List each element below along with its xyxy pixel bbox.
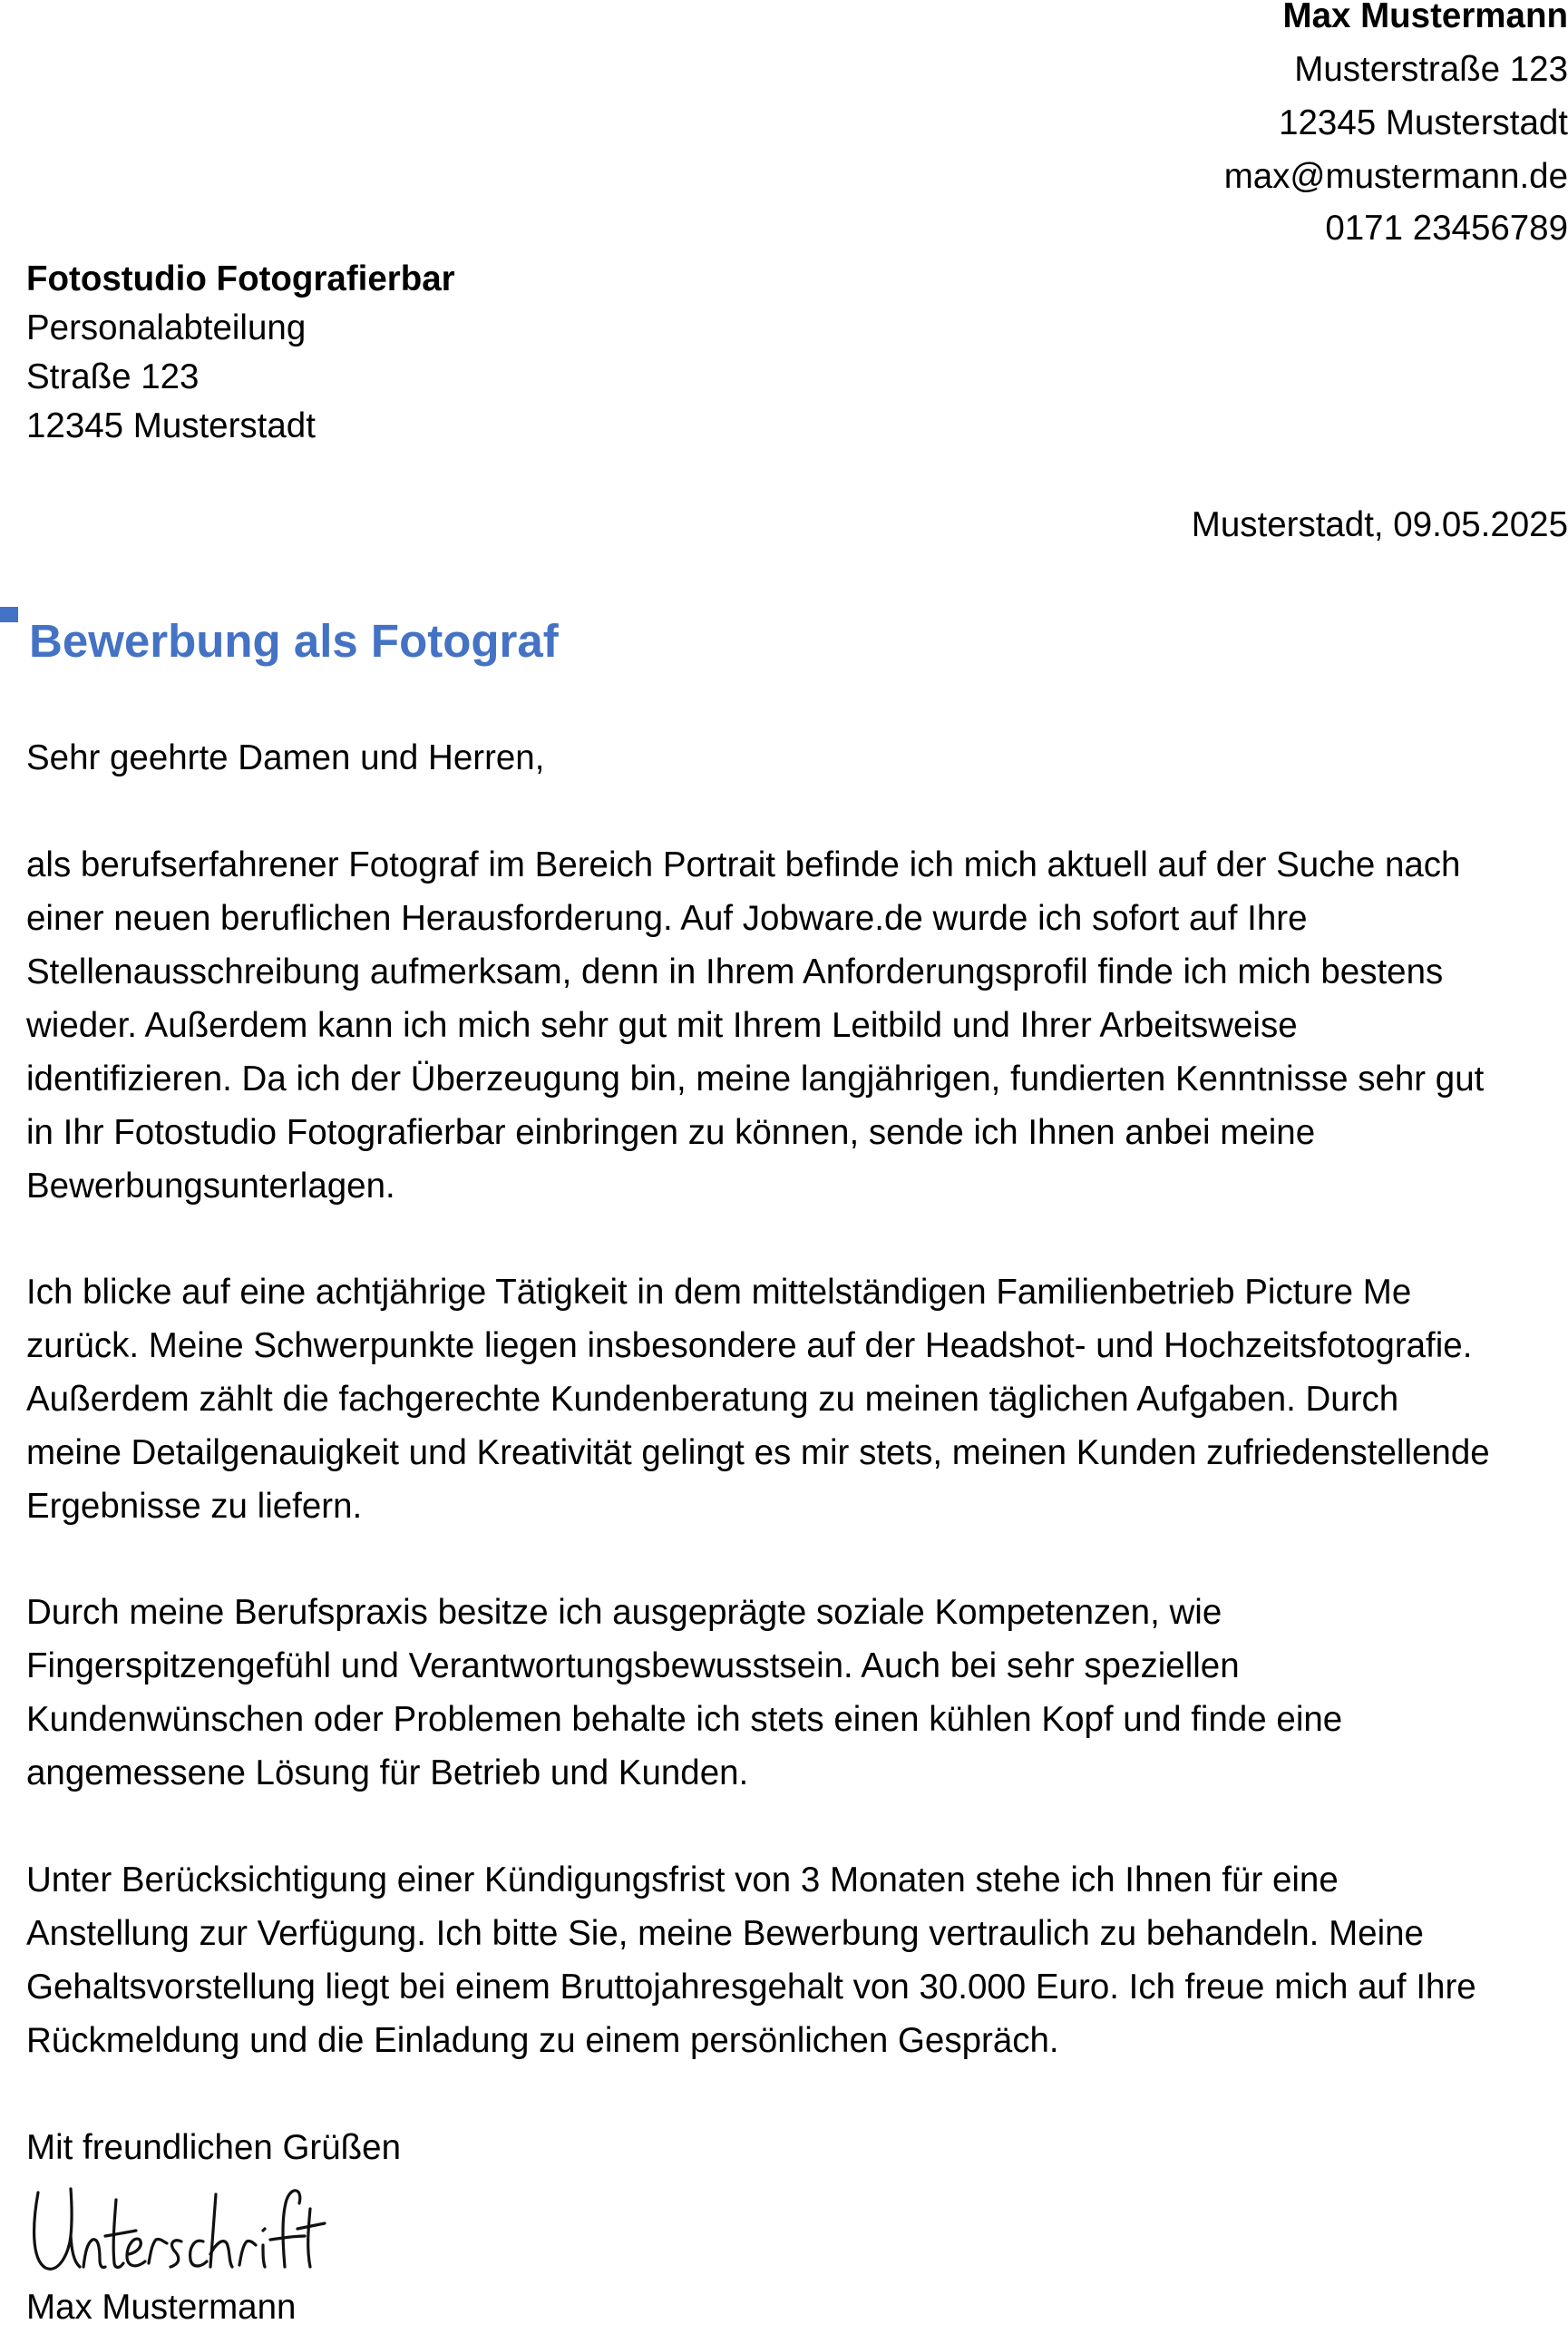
salutation: Sehr geehrte Damen und Herren, — [26, 731, 544, 785]
paragraph-line: Stellenausschreibung aufmerksam, denn in Ihrem Anforderungsprofil finde ich mich bestens — [26, 945, 1568, 999]
signer-name: Max Mustermann — [26, 2280, 296, 2334]
paragraph-line: als berufserfahrener Fotograf im Bereich Portrait befinde ich mich aktuell auf der Suche nach — [26, 838, 1568, 892]
letter-subject: Bewerbung als Fotograf — [29, 611, 559, 671]
heading-marker — [0, 607, 18, 622]
sender-city: 12345 Musterstadt — [1279, 96, 1568, 150]
paragraph-line: Fingerspitzengefühl und Verantwortungsbewusstsein. Auch bei sehr speziellen — [26, 1639, 1568, 1693]
paragraph-line: Gehaltsvorstellung liegt bei einem Bruttojahresgehalt von 30.000 Euro. Ich freue mich auf Ihre — [26, 1960, 1568, 2014]
recipient-company: Fotostudio Fotografierbar — [26, 255, 842, 304]
paragraph-line: angemessene Lösung für Betrieb und Kunden. — [26, 1746, 1568, 1800]
paragraph-line: Ergebnisse zu liefern. — [26, 1480, 1568, 1533]
paragraph-line: einer neuen beruflichen Herausforderung. Auf Jobware.de wurde ich sofort auf Ihre — [26, 892, 1568, 945]
recipient-street: Straße 123 — [26, 353, 842, 402]
handwritten-signature — [29, 2173, 328, 2283]
paragraph-line: Anstellung zur Verfügung. Ich bitte Sie, meine Bewerbung vertraulich zu behandeln. Meine — [26, 1907, 1568, 1960]
paragraph-line: in Ihr Fotostudio Fotografierbar einbringen zu können, sende ich Ihnen anbei meine — [26, 1106, 1568, 1159]
paragraph-line: wieder. Außerdem kann ich mich sehr gut mit Ihrem Leitbild und Ihrer Arbeitsweise — [26, 999, 1568, 1052]
letter-date: Musterstadt, 09.05.2025 — [1192, 498, 1568, 552]
body-paragraph-4 — [26, 1853, 1568, 2067]
recipient-address-block — [26, 255, 842, 451]
sender-street: Musterstraße 123 — [1294, 43, 1568, 96]
paragraph-line: Unter Berücksichtigung einer Kündigungsfrist von 3 Monaten stehe ich Ihnen für eine — [26, 1853, 1568, 1907]
paragraph-line: identifizieren. Da ich der Überzeugung bin, meine langjährigen, fundierten Kenntnisse sehr gut — [26, 1052, 1568, 1106]
body-paragraph-3 — [26, 1586, 1568, 1800]
body-paragraph-2 — [26, 1265, 1568, 1533]
sender-name: Max Mustermann — [1283, 0, 1568, 43]
recipient-department: Personalabteilung — [26, 304, 842, 353]
paragraph-line: zurück. Meine Schwerpunkte liegen insbesondere auf der Headshot- und Hochzeitsfotografie. — [26, 1319, 1568, 1372]
paragraph-line: Rückmeldung und die Einladung zu einem persönlichen Gespräch. — [26, 2014, 1568, 2067]
paragraph-line: Durch meine Berufspraxis besitze ich ausgeprägte soziale Kompetenzen, wie — [26, 1586, 1568, 1639]
closing-phrase: Mit freundlichen Grüßen — [26, 2121, 401, 2174]
paragraph-line: Bewerbungsunterlagen. — [26, 1159, 1568, 1213]
recipient-city: 12345 Musterstadt — [26, 402, 842, 451]
paragraph-line: Kundenwünschen oder Problemen behalte ich stets einen kühlen Kopf und finde eine — [26, 1693, 1568, 1746]
paragraph-line: Ich blicke auf eine achtjährige Tätigkeit in dem mittelständigen Familienbetrieb Picture Me — [26, 1265, 1568, 1319]
sender-phone: 0171 23456789 — [1325, 201, 1568, 255]
sender-email: max@mustermann.de — [1224, 150, 1568, 203]
paragraph-line: Außerdem zählt die fachgerechte Kundenberatung zu meinen täglichen Aufgaben. Durch — [26, 1372, 1568, 1426]
paragraph-line: meine Detailgenauigkeit und Kreativität gelingt es mir stets, meinen Kunden zufriedenstellende — [26, 1426, 1568, 1480]
body-paragraph-1 — [26, 838, 1568, 1213]
